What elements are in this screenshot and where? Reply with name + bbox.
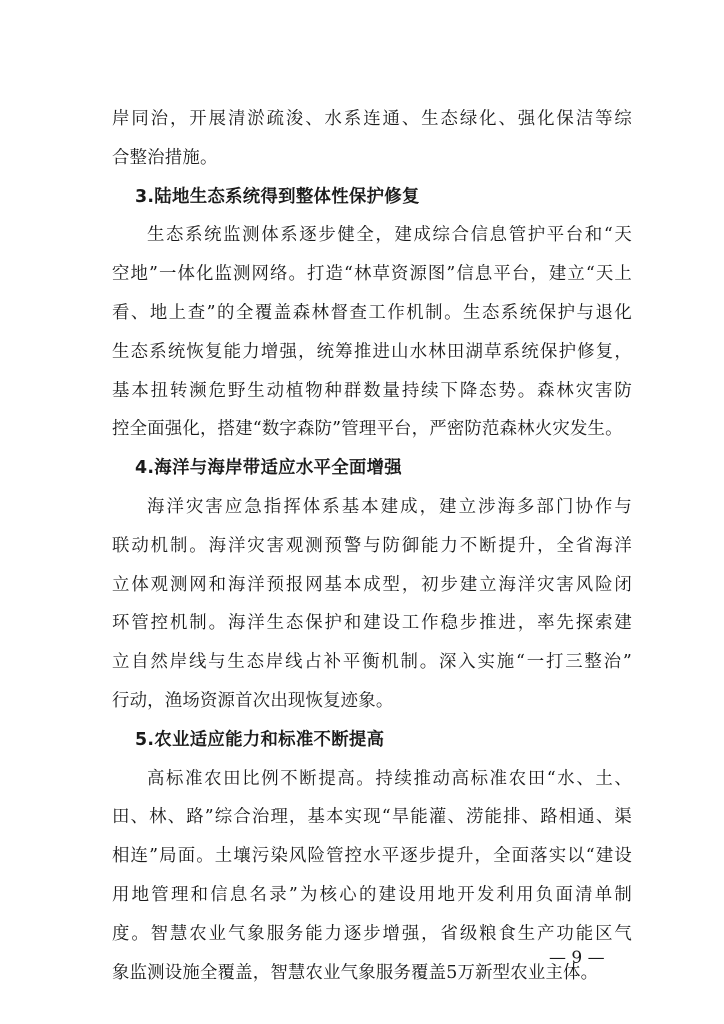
text-line: 立自然岸线与生态岸线占补平衡机制。深入实施“一打三整治” [112,652,632,673]
paragraph [112,216,632,449]
text-line: 行动，渔场资源首次出现恢复迹象。 [112,690,394,711]
section-heading: 5.农业适应能力和标准不断提高 [135,729,385,750]
text-line: 空地”一体化监测网络。打造“林草资源图”信息平台，建立“天上 [112,264,632,285]
text-line: 岸同治，开展清淤疏浚、水系连通、生态绿化、强化保洁等综 [112,109,632,129]
text-line: 联动机制。海洋灾害观测预警与防御能力不断提升，全省海洋 [112,535,632,556]
section-heading: 4.海洋与海岸带适应水平全面增强 [135,458,402,479]
paragraph [112,100,632,178]
text-line: 象监测设施全覆盖，智慧农业气象服务覆盖5万新型农业主体。 [112,962,599,983]
text-line: 相连”局面。土壤污染风险管控水平逐步提升，全面落实以“建设 [112,846,632,867]
text-line: 环管控机制。海洋生态保护和建设工作稳步推进，率先探索建 [112,613,632,634]
paragraph [112,488,632,721]
text-line: 度。智慧农业气象服务能力逐步增强，省级粮食生产功能区气 [112,923,632,944]
text-line: 高标准农田比例不断提高。持续推动高标准农田“水、土、 [147,768,632,789]
text-line: 看、地上查”的全覆盖森林督查工作机制。生态系统保护与退化 [112,302,632,323]
section-heading: 3.陆地生态系统得到整体性保护修复 [135,186,420,207]
text-line: 生态系统监测体系逐步健全，建成综合信息管护平台和“天 [147,225,632,246]
text-line: 合整治措施。 [112,147,218,168]
page-number: — 9 — [549,948,605,968]
text-line: 用地管理和信息名录”为核心的建设用地开发利用负面清单制 [112,884,632,905]
document-body [112,100,632,992]
text-line: 海洋灾害应急指挥体系基本建成，建立涉海多部门协作与 [147,496,632,517]
text-line: 立体观测网和海洋预报网基本成型，初步建立海洋灾害风险闭 [112,574,632,595]
text-line: 基本扭转濒危野生动植物种群数量持续下降态势。森林灾害防 [112,380,632,401]
text-line: 田、林、路”综合治理，基本实现“旱能灌、涝能排、路相通、渠 [112,807,632,828]
text-line: 生态系统恢复能力增强，统筹推进山水林田湖草系统保护修复， [112,341,632,362]
text-line: 控全面强化，搭建“数字森防”管理平台，严密防范森林火灾发生。 [112,419,623,440]
